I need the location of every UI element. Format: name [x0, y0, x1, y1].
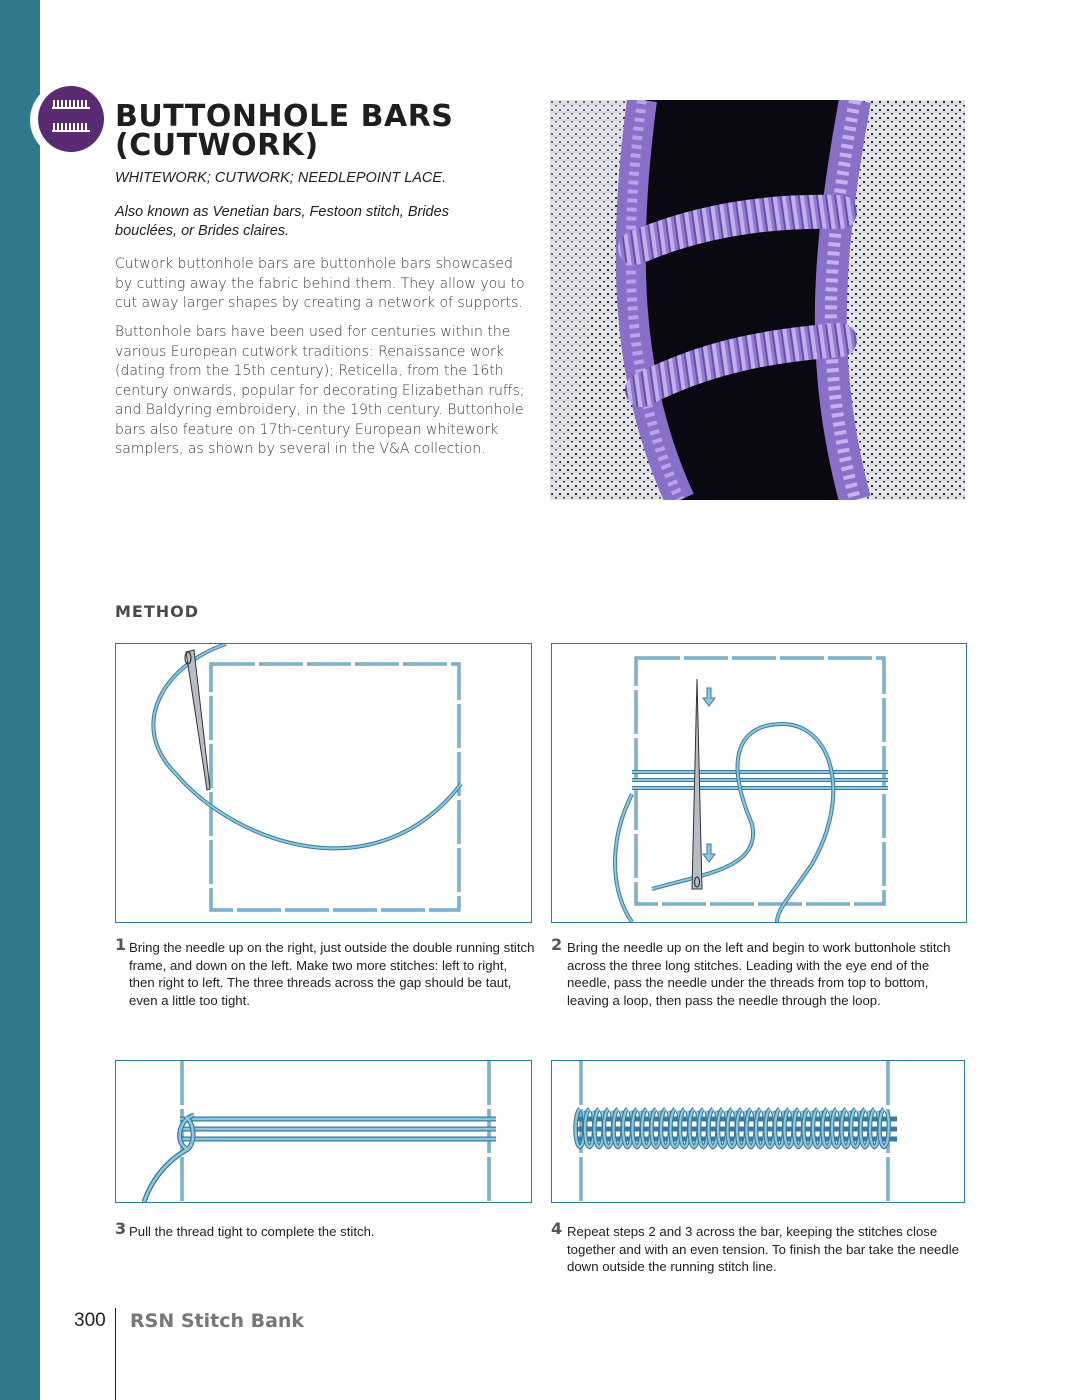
step-number: 2	[551, 935, 563, 954]
method-diagram-4	[551, 1060, 965, 1203]
step-3	[115, 1219, 535, 1241]
step-text: Bring the needle up on the right, just outside the double running stitch frame, and down on the left. Make two more stitches: left to right, then right to left. The three threads across the gap should be taut, even a little too tight.	[129, 940, 535, 1008]
history-paragraph: Buttonhole bars have been used for centuries within the various European cutwork traditions: Renaissance work (dating from the 15th century); Reticella, from the 16th century onwards, popular for decorating Elizabethan ruffs; and Baldyring embroidery, in the 19th century. Buttonhole bars also feature on 17th-century European whitework samplers, as shown by several in the V&A collection.	[115, 324, 525, 457]
sidebar-band	[0, 0, 40, 1400]
method-diagram-1	[115, 643, 532, 923]
intro-paragraph: Cutwork buttonhole bars are buttonhole bars showcased by cutting away the fabric behind them. They allow you to cut away larger shapes by creating a network of supports.	[115, 256, 525, 311]
step-2	[551, 935, 961, 1009]
method-diagram-3	[115, 1060, 532, 1203]
book-title: RSN Stitch Bank	[130, 1310, 305, 1332]
step-text: Pull the thread tight to complete the stitch.	[129, 1224, 375, 1239]
step-text: Bring the needle up on the left and begin to work buttonhole stitch across the three long stitches. Leading with the eye end of the needle, pass the needle under the threads from top to bottom, leaving a loop, then pass the needle through the loop.	[567, 940, 951, 1008]
arrow-down-icon	[703, 688, 715, 862]
step-number: 1	[115, 935, 127, 954]
step-4	[551, 1219, 966, 1276]
step-text: Repeat steps 2 and 3 across the bar, keeping the stitches close together and with an even tension. To finish the bar take the needle down outside the running stitch line.	[567, 1224, 959, 1274]
step-1	[115, 935, 535, 1009]
page-number: 300	[74, 1310, 106, 1331]
step-number: 3	[115, 1219, 127, 1238]
needle-icon	[692, 679, 702, 889]
step-number: 4	[551, 1219, 563, 1238]
stitch-photo	[550, 100, 965, 500]
method-heading: METHOD	[115, 602, 200, 621]
footer-divider	[115, 1308, 116, 1400]
buttonhole-stitch-icon	[38, 86, 104, 152]
needle-icon	[185, 650, 210, 790]
page-title: BUTTONHOLE BARS (CUTWORK)	[115, 99, 454, 163]
method-diagram-2	[551, 643, 967, 923]
also-known-as: Also known as Venetian bars, Festoon stitch, Brides bouclées, or Brides claires.	[115, 204, 449, 239]
technique-categories: WHITEWORK; CUTWORK; NEEDLEPOINT LACE.	[115, 170, 447, 186]
